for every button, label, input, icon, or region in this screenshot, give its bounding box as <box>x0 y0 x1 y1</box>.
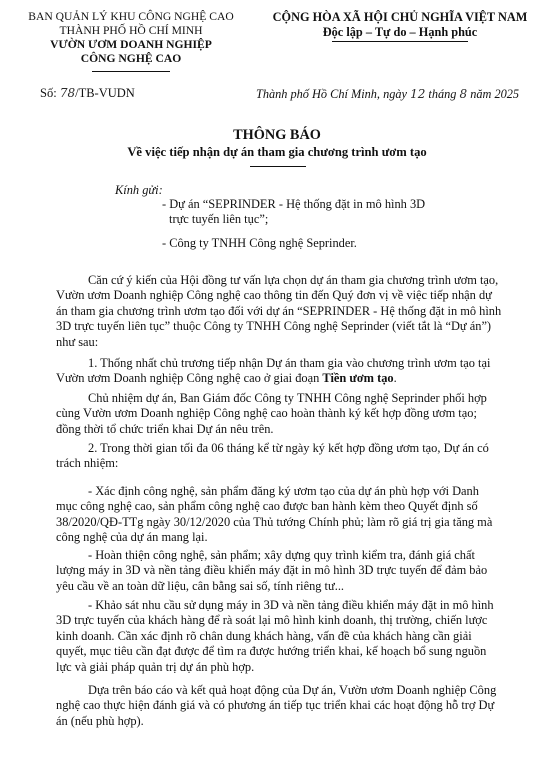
paragraph-line: 3D trực tuyến liên tục” thuộc Công ty TNHH Công nghệ Seprinder (viết tắt là “Dự án”) <box>56 319 492 334</box>
recipient-1 <box>162 197 425 228</box>
recipient-1-line-2: trực tuyến liên tục”; <box>169 212 269 227</box>
paragraph-line: như sau: <box>56 334 99 349</box>
subtitle-underline <box>250 166 306 167</box>
paragraph-task-2 <box>56 548 536 594</box>
paragraph-line: công nghệ của dự án mang lại. <box>56 530 208 545</box>
agency-line-2: THÀNH PHỐ HỒ CHÍ MINH <box>59 24 203 37</box>
date-year: năm 2025 <box>470 87 520 101</box>
agency-line-4: CÔNG NGHỆ CAO <box>80 52 182 65</box>
agency-line-3: VƯỜN ƯƠM DOANH NGHIỆP <box>50 38 212 51</box>
paragraph-line: 1. Thống nhất chủ trương tiếp nhận Dự án tham gia vào chương trình ươm tạo tại <box>88 356 491 370</box>
paragraph-line: nghệ cao thực hiện đánh giá và có phương án tiếp tục triển khai các hoạt động hỗ trợ Dự <box>56 698 495 713</box>
date-place: Thành phố Hồ Chí Minh, ngày <box>256 87 407 101</box>
paragraph-line: yêu cầu về an toàn dữ liệu, cân bằng sai số, tính riêng tư... <box>56 578 345 593</box>
motto-underline <box>332 41 468 42</box>
paragraph-line: Dựa trên báo cáo và kết quả hoạt động của Dự án, Vườn ươm Doanh nghiệp Công <box>88 683 497 697</box>
paragraph-line: - Xác định công nghệ, sản phẩm đăng ký ươm tạo của dự án phù hợp với Danh <box>88 484 479 498</box>
paragraph-line: Chủ nhiệm dự án, Ban Giám đốc Công ty TNHH Công nghệ Seprinder phối hợp <box>88 391 487 405</box>
incubation-stage: Tiền ươm tạo <box>322 371 394 386</box>
recipient-2: - Công ty TNHH Công nghệ Seprinder. <box>162 236 357 250</box>
paragraph-line: Căn cứ ý kiến của Hội đồng tư vấn lựa chọn dự án tham gia chương trình ươm tạo, <box>88 273 499 287</box>
paragraph-line: cùng Vườn ươm Doanh nghiệp Công nghệ cao hoàn thành ký kết hợp đồng ươm tạo; <box>56 406 477 421</box>
agency-underline <box>92 71 170 72</box>
paragraph-line: kinh doanh. Cần xác định rõ chân dung khách hàng, vấn đề của khách hàng cần giải <box>56 628 472 643</box>
issuing-agency-block <box>0 10 262 66</box>
paragraph-task-3 <box>56 598 536 675</box>
paragraph-line: quyết, mục tiêu cần đạt được để tìm ra được hướng triển khai, kế hoạch bổ sung nguồn <box>56 644 487 659</box>
paragraph-line: lượng máy in 3D và nền tảng điều khiển máy đặt in mô hình 3D trực tuyến để đảm bảo <box>56 563 488 578</box>
paragraph-basis <box>56 273 536 350</box>
number-prefix: Số: <box>40 86 57 100</box>
paragraph-line: án tham gia chương trình ươm tạo đối với dự án “SEPRINDER - Hệ thống đặt in mô hình <box>56 303 502 318</box>
recipient-1-line-1: - Dự án “SEPRINDER - Hệ thống đặt in mô hình 3D <box>162 197 426 211</box>
paragraph-line: 3D trực tuyến của khách hàng để rà soát lại mô hình kinh doanh, thị trường, chiến lược <box>56 613 488 628</box>
paragraph-item-2 <box>56 441 536 472</box>
document-number <box>40 86 135 101</box>
recipients-label: Kính gửi: <box>115 183 163 197</box>
paragraph-line: - Hoàn thiện công nghệ, sản phẩm; xây dựng quy trình kiểm tra, đánh giá chất <box>88 548 475 562</box>
paragraph-item-1 <box>56 356 536 387</box>
paragraph-line: đồng thời tổ chức triển khai Dự án nêu trên. <box>56 421 274 436</box>
national-motto-block <box>252 10 548 39</box>
paragraph-task-1 <box>56 484 536 546</box>
paragraph-line <box>56 371 536 386</box>
paragraph-line: - Khảo sát nhu cầu sử dụng máy in 3D và nền tảng điều khiển máy đặt in mô hình <box>88 598 494 612</box>
date-line <box>256 87 519 102</box>
paragraph-line: lực và giải pháp quản trị dự án phù hợp. <box>56 659 255 674</box>
paragraph-line: Vườn ươm Doanh nghiệp Công nghệ cao thông tin đến Quý đơn vị về việc tiếp nhận dự <box>56 288 492 303</box>
country-name: CỘNG HÒA XÃ HỘI CHỦ NGHĨA VIỆT NAM <box>272 10 528 24</box>
item-1-text: Vườn ươm Doanh nghiệp Công nghệ cao ở giai đoạn <box>56 371 323 386</box>
handwritten-month: 8 <box>459 87 468 101</box>
paragraph-line: mục công nghệ cao, sản phẩm công nghệ cao được ban hành kèm theo Quyết định số <box>56 499 478 514</box>
document-subtitle: Về việc tiếp nhận dự án tham gia chương trình ươm tạo <box>127 145 427 159</box>
paragraph-line: 2. Trong thời gian tối đa 06 tháng kể từ ngày ký kết hợp đồng ươm tạo, Dự án có <box>88 441 489 455</box>
document-title: THÔNG BÁO <box>233 127 321 143</box>
paragraph-line: án (nếu phù hợp). <box>56 713 144 728</box>
number-suffix: /TB-VUDN <box>75 86 135 100</box>
paragraph-line: 38/2020/QĐ-TTg ngày 30/12/2020 của Thủ tướng Chính phủ; làm rõ giá trị gia tăng mà <box>56 514 493 529</box>
handwritten-number: 78 <box>59 86 76 100</box>
paragraph-line: trách nhiệm: <box>56 456 119 471</box>
motto: Độc lập – Tự do – Hạnh phúc <box>322 24 478 39</box>
paragraph-coordination <box>56 391 536 437</box>
handwritten-day: 12 <box>410 87 426 101</box>
agency-line-1: BAN QUẢN LÝ KHU CÔNG NGHỆ CAO <box>28 10 234 23</box>
date-month-label: tháng <box>428 87 457 101</box>
paragraph-conclusion <box>56 683 536 729</box>
item-1-end: . <box>393 371 397 386</box>
